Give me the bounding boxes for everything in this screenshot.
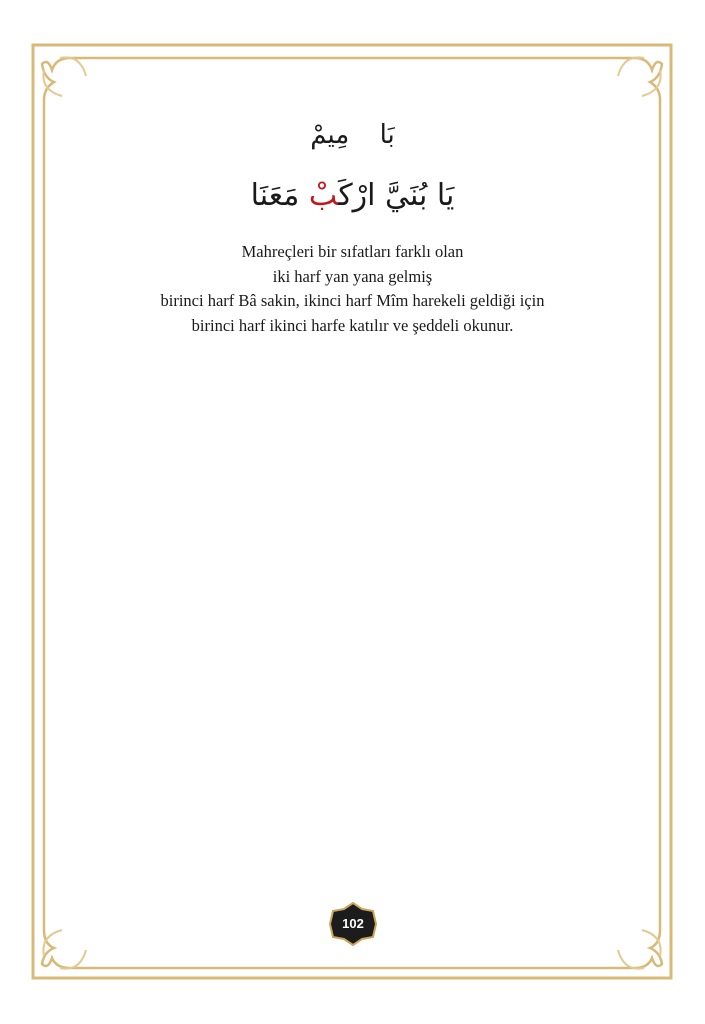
page-number: 102	[342, 916, 364, 931]
arabic-phrase-highlight: بْ	[308, 178, 339, 213]
description-line: iki harf yan yana gelmiş	[272, 266, 433, 286]
arabic-phrase-part2: مَعَنَا	[250, 178, 309, 213]
description-line: birinci harf Bâ sakin, ikinci harf Mîm harekeli geldiği için	[160, 291, 545, 310]
description-line: Mahreçleri bir sıfatları farklı olan	[241, 242, 464, 261]
arabic-phrase-part1: يَا بُنَيَّ ارْكَ	[338, 178, 455, 213]
description-line: birinci harf ikinci harfe katılır ve şeddeli okunur.	[191, 315, 514, 335]
rule-description	[0, 240, 705, 338]
arabic-letter-names: بَا مِيمْ	[310, 120, 395, 150]
arabic-example-phrase	[0, 178, 705, 213]
